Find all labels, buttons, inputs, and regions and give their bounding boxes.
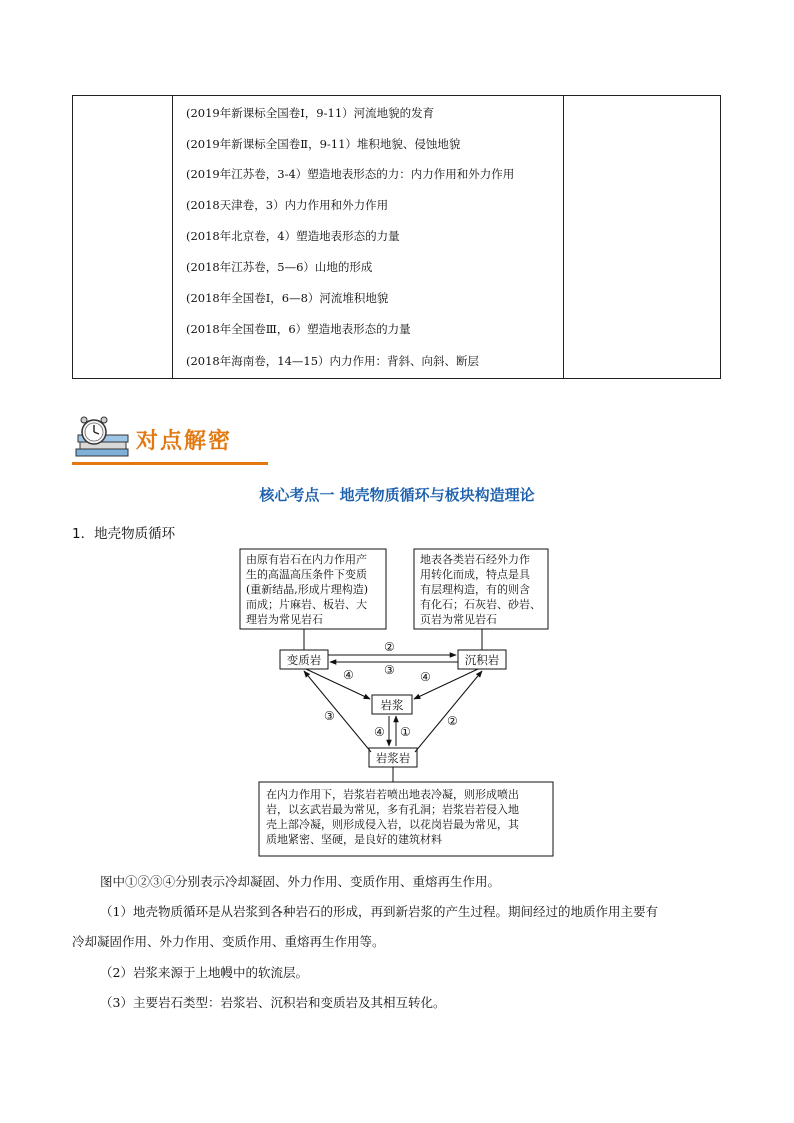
igneous-description-text	[266, 787, 519, 847]
table-row: (2018年江苏卷，5—6）山地的形成	[186, 260, 373, 274]
section-title: 对点解密	[136, 429, 233, 454]
table-row: (2018年全国卷Ⅰ，6—8）河流堆积地貌	[186, 291, 389, 305]
paragraph-2: （2）岩浆来源于上地幔中的软流层。	[100, 965, 308, 980]
box-text-line: 页岩为常见岩石	[420, 613, 497, 626]
node-sedimentary: 沉积岩	[464, 653, 500, 667]
label-circled-2-top: ②	[384, 640, 395, 654]
box-text-line: 用转化而成，特点是具	[420, 568, 530, 581]
node-magma: 岩浆	[380, 698, 404, 712]
box-text-line: 有层理构造，有的则含	[420, 583, 530, 596]
label-circled-2-right: ②	[447, 714, 458, 728]
table-row: (2019年新课标全国卷Ⅱ，9-11）堆积地貌、侵蚀地貌	[186, 137, 461, 151]
label-circled-3-top: ③	[384, 663, 395, 677]
table-row: (2019年江苏卷，3-4）塑造地表形态的力：内力作用和外力作用	[186, 167, 515, 181]
table-row: (2018年全国卷Ⅲ，6）塑造地表形态的力量	[186, 322, 411, 336]
box-text-line: 质地紧密、坚硬，是良好的建筑材料	[266, 833, 442, 846]
label-circled-1-bottom: ①	[400, 725, 411, 739]
box-text-line: 理岩为常见岩石	[246, 613, 323, 626]
paragraph-legend: 图中①②③④分别表示冷却凝固、外力作用、变质作用、重熔再生作用。	[100, 874, 501, 889]
box-text-line: 而成；片麻岩、板岩、大	[246, 598, 367, 611]
table-row: (2018年海南卷，14—15）内力作用：背斜、向斜、断层	[186, 354, 480, 368]
table-row: (2018天津卷，3）内力作用和外力作用	[186, 198, 389, 212]
topic-title: 核心考点一 地壳物质循环与板块构造理论	[259, 486, 535, 504]
box-text-line: 在内力作用下，岩浆岩若喷出地表冷凝，则形成喷出	[266, 788, 519, 801]
box-text-line: 壳上部冷凝，则形成侵入岩，以花岗岩最为常见，其	[266, 818, 519, 831]
metamorphic-description-text	[246, 552, 368, 627]
label-circled-3-left: ③	[324, 709, 335, 723]
table-row: (2019年新课标全国卷Ⅰ，9-11）河流地貌的发育	[186, 106, 435, 120]
box-text-line: 岩，以玄武岩最为常见，多有孔洞；岩浆岩若侵入地	[266, 803, 519, 816]
paragraph-3: （3）主要岩石类型：岩浆岩、沉积岩和变质岩及其相互转化。	[100, 995, 446, 1010]
arrow-igneous-to-meta	[304, 671, 371, 752]
box-text-line: 由原有岩石在内力作用产	[246, 553, 367, 566]
paragraph-1-line-2: 冷却凝固作用、外力作用、变质作用、重熔再生作用等。	[72, 934, 385, 949]
sedimentary-description-text	[420, 552, 541, 627]
table-row: (2018年北京卷，4）塑造地表形态的力量	[186, 229, 400, 243]
paragraph-1-line-1: （1）地壳物质循环是从岩浆到各种岩石的形成，再到新岩浆的产生过程。期间经过的地质作用主要有	[100, 904, 658, 919]
label-circled-4-right: ④	[420, 670, 431, 684]
box-text-line: (重新结晶,形成片理构造)	[246, 583, 369, 596]
node-igneous: 岩浆岩	[375, 751, 411, 765]
box-text-line: 有化石；石灰岩、砂岩、	[420, 598, 541, 611]
subheading-rock-cycle: 1．地壳物质循环	[72, 526, 176, 542]
arrow-meta-to-magma	[306, 669, 370, 699]
box-text-line: 地表各类岩石经外力作	[420, 553, 530, 566]
box-text-line: 生的高温高压条件下变质	[246, 568, 367, 581]
label-circled-4-left: ④	[343, 668, 354, 682]
label-circled-4-bottom: ④	[374, 725, 385, 739]
node-metamorphic: 变质岩	[286, 653, 322, 667]
